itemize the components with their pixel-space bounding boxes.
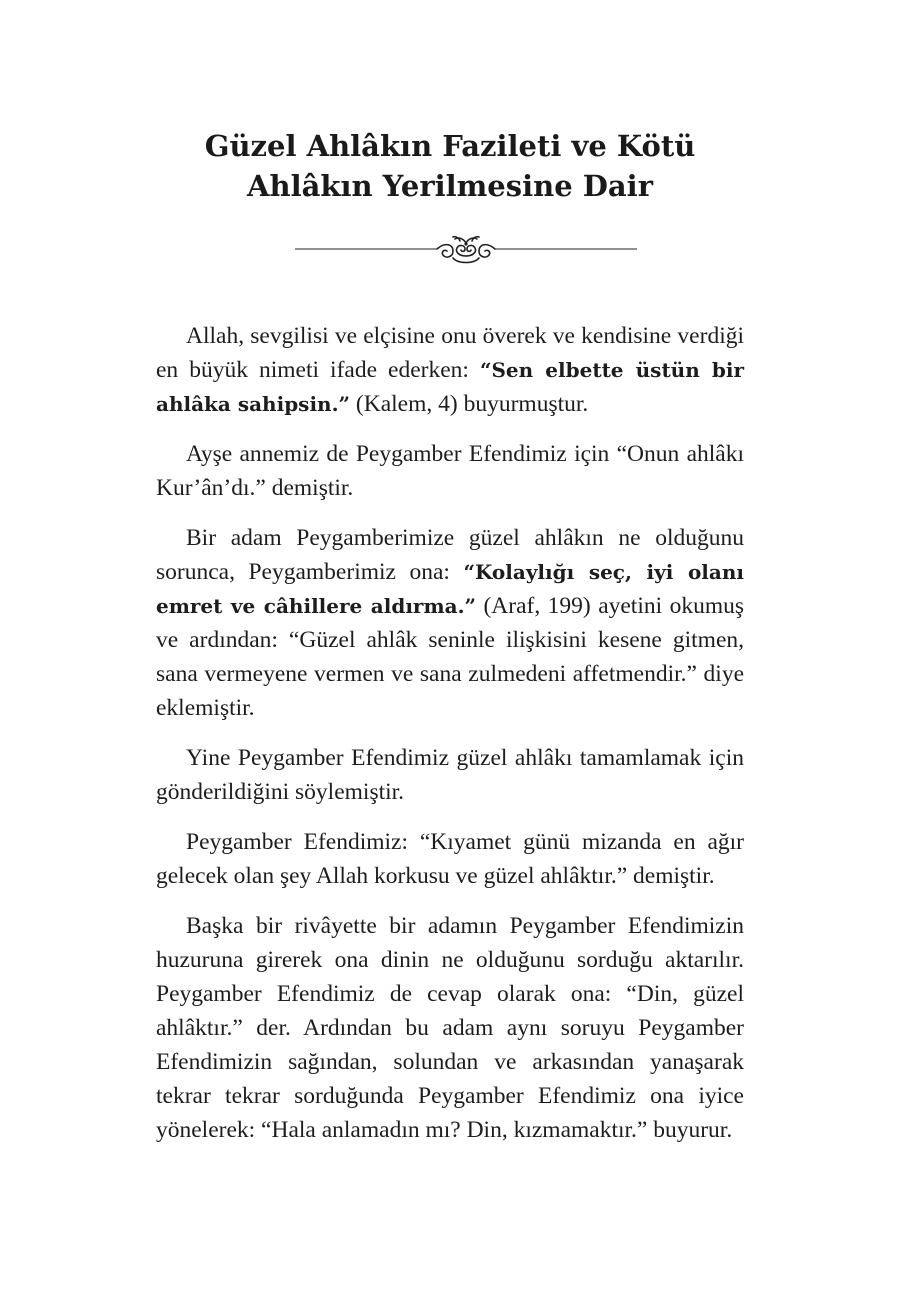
chapter-title-line-1: Güzel Ahlâkın Fazileti ve Kötü: [204, 129, 696, 163]
paragraph-1-quote: “Sen elbette üstün bir ahlâka sahipsin.”: [156, 358, 744, 416]
paragraph-4-text: Yine Peygamber Efendimiz güzel ahlâkı tamamlamak için gönderildiğini söylemiştir.: [156, 745, 744, 805]
paragraph-2-text: Ayşe annemiz de Peygamber Efendimiz için “Onun ahlâkı Kur’ân’dı.” demiştir.: [156, 441, 744, 501]
body-text: [156, 319, 744, 1163]
paragraph-1-text-b: (Kalem, 4) buyurmuştur.: [350, 391, 589, 417]
paragraph-3-text-b: (Araf, 199) ayetini okumuş ve ardından: “Güzel ahlâk seninle ilişkisini kesene gitmen, sana vermeyene vermen ve sana zulmedeni affetmendir.” diye eklemiştir.: [156, 593, 745, 721]
paragraph-5-text: Peygamber Efendimiz: “Kıyamet günü mizanda en ağır gelecek olan şey Allah korkusu ve güzel ahlâktır.” demiştir.: [156, 829, 744, 889]
paragraph-1-text-a: Allah, sevgilisi ve elçisine onu överek ve kendisine verdiği en büyük nimeti ifade ederken:: [156, 323, 744, 383]
ornament-divider-icon: [295, 230, 637, 270]
paragraph-4: [156, 741, 744, 809]
paragraph-3-quote: “Kolaylığı seç, iyi olanı emret ve câhillere aldırma.”: [156, 560, 745, 618]
chapter-title-line-2: Ahlâkın Yerilmesine Dair: [247, 169, 653, 203]
paragraph-1: [156, 319, 744, 421]
chapter-title: [100, 126, 800, 206]
paragraph-3-text-a: Bir adam Peygamberimize güzel ahlâkın ne olduğunu sorunca, Peygamberimiz ona:: [156, 525, 744, 585]
paragraph-5: [156, 825, 744, 893]
paragraph-6-text: Başka bir rivâyette bir adamın Peygamber Efendimizin huzuruna girerek ona dinin ne olduğunu sorduğu aktarılır. Peygamber Efendimiz de cevap olarak ona: “Din, güzel ahlâktır.” der. Ardından bu adam aynı soruyu Peygamber Efendimizin sağından, solundan ve arkasından yanaşarak tekrar tekrar sorduğunda Peygamber Efendimiz ona iyice yönelerek: “Hala anlamadın mı? Din, kızmamaktır.” buyurur.: [156, 913, 744, 1143]
paragraph-6: [156, 909, 744, 1147]
paragraph-3: [156, 521, 744, 725]
paragraph-2: [156, 437, 744, 505]
